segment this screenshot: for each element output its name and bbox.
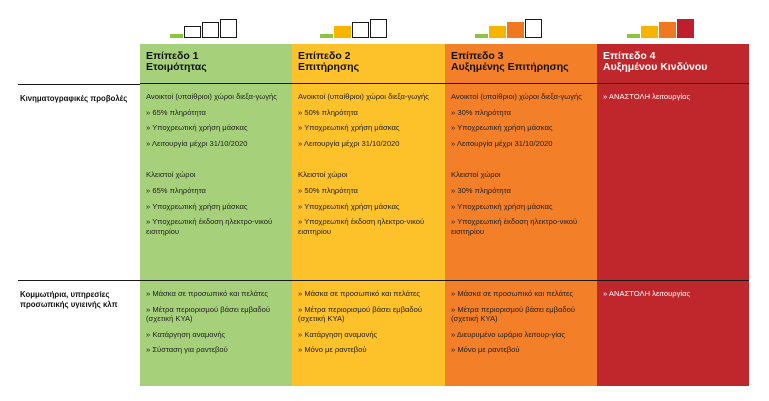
row-label-cinema: Κινηματογραφικές προβολές (20, 94, 128, 103)
list-item: » Υποχρεωτική χρήση μάσκας (298, 202, 439, 212)
cinema-cell (603, 92, 743, 108)
level-1-header (140, 44, 292, 84)
list-item: » Μάσκα σε προσωπικό και πελάτες (451, 289, 591, 299)
list-item: » Μόνο με ραντεβού (298, 345, 439, 355)
level-4-header (597, 44, 749, 84)
list-item: » Υποχρεωτική έκδοση ηλεκτρο-νικού εισιτηρίου (146, 217, 286, 236)
list-item: » Λειτουργία μέχρι 31/10/2020 (298, 139, 439, 149)
list-item: » 65% πληρότητα (146, 108, 286, 118)
cinema-cell (451, 92, 591, 242)
indoor-heading: Κλειστοί χώροι (146, 170, 196, 180)
list-item: » Σύσταση για ραντεβού (146, 345, 286, 355)
level-title: Επίπεδο 3 (451, 50, 504, 62)
list-item: » 50% πληρότητα (298, 186, 439, 196)
level-title: Επίπεδο 1 (146, 50, 199, 62)
outdoor-heading: Ανοικτοί (υπαίθριοι) χώροι διεξα-γωγής (451, 92, 582, 101)
list-item: » 30% πληρότητα (451, 186, 591, 196)
list-item: » Κατάργηση αναμονής (146, 330, 286, 340)
level-2-header (292, 44, 445, 84)
salons-cell (298, 289, 439, 361)
level-title: Επίπεδο 4 (603, 50, 656, 62)
list-item: » Κατάργηση αναμονής (298, 330, 439, 340)
level-2-column (292, 44, 445, 386)
level-1-column (140, 44, 292, 386)
salons-cell (451, 289, 591, 361)
list-item: » 65% πληρότητα (146, 186, 286, 196)
list-item: » Μέτρα περιορισμού βάσει εμβαδού (σχετική ΚΥΑ) (146, 305, 286, 324)
row-separator (292, 280, 445, 281)
list-item: » ΑΝΑΣΤΟΛΗ λειτουργίας (603, 289, 743, 299)
outdoor-heading: Ανοικτοί (υπαίθριοι) χώροι διεξα-γωγής (146, 92, 277, 101)
list-item: » Μέτρα περιορισμού βάσει εμβαδού (σχετική ΚΥΑ) (451, 305, 591, 324)
row-label-separator (18, 84, 140, 85)
list-item: » Διευρυμένο ωράριο λειτουρ-γίας (451, 330, 591, 340)
level-3-header (445, 44, 597, 84)
outdoor-heading: Ανοικτοί (υπαίθριοι) χώροι διεξα-γωγής (298, 92, 429, 101)
list-item: » Υποχρεωτική χρήση μάσκας (451, 123, 591, 133)
list-item: » Μέτρα περιορισμού βάσει εμβαδού (σχετική ΚΥΑ) (298, 305, 439, 324)
list-item: » Μάσκα σε προσωπικό και πελάτες (146, 289, 286, 299)
level-1-icon (170, 10, 240, 38)
list-item: » Λειτουργία μέχρι 31/10/2020 (146, 139, 286, 149)
row-separator (140, 280, 292, 281)
row-separator (445, 280, 597, 281)
level-3-icon (475, 10, 545, 38)
salons-cell (603, 289, 743, 305)
list-item: » Υποχρεωτική χρήση μάσκας (451, 202, 591, 212)
indoor-heading: Κλειστοί χώροι (451, 170, 501, 180)
level-3-column (445, 44, 597, 386)
list-item: » Μόνο με ραντεβού (451, 345, 591, 355)
row-separator (597, 280, 749, 281)
list-item: » Υποχρεωτική χρήση μάσκας (146, 202, 286, 212)
level-icons-row (0, 10, 769, 40)
list-item: » 30% πληρότητα (451, 108, 591, 118)
row-label-salons: Κομμωτήρια, υπηρεσίες προσωπικής υγιεινής κλπ (20, 290, 118, 309)
level-subtitle: Αυξημένου Κινδύνου (603, 61, 708, 73)
level-subtitle: Επιτήρησης (298, 61, 360, 73)
salons-cell (146, 289, 286, 361)
list-item: » Λειτουργία μέχρι 31/10/2020 (451, 139, 591, 149)
cinema-cell (146, 92, 286, 242)
list-item: » Μάσκα σε προσωπικό και πελάτες (298, 289, 439, 299)
list-item: » 50% πληρότητα (298, 108, 439, 118)
level-title: Επίπεδο 2 (298, 50, 351, 62)
level-4-icon (627, 10, 697, 38)
list-item: » ΑΝΑΣΤΟΛΗ λειτουργίας (603, 92, 743, 102)
indoor-heading: Κλειστοί χώροι (298, 170, 348, 180)
list-item: » Υποχρεωτική χρήση μάσκας (298, 123, 439, 133)
list-item: » Υποχρεωτική έκδοση ηλεκτρο-νικού εισιτηρίου (451, 217, 591, 236)
level-subtitle: Αυξημένης Επιτήρησης (451, 61, 569, 73)
level-2-icon (320, 10, 390, 38)
row-label-separator (18, 280, 140, 281)
cinema-cell (298, 92, 439, 242)
level-4-column (597, 44, 749, 386)
list-item: » Υποχρεωτική έκδοση ηλεκτρο-νικού εισιτηρίου (298, 217, 439, 236)
level-subtitle: Ετοιμότητας (146, 61, 207, 73)
list-item: » Υποχρεωτική χρήση μάσκας (146, 123, 286, 133)
